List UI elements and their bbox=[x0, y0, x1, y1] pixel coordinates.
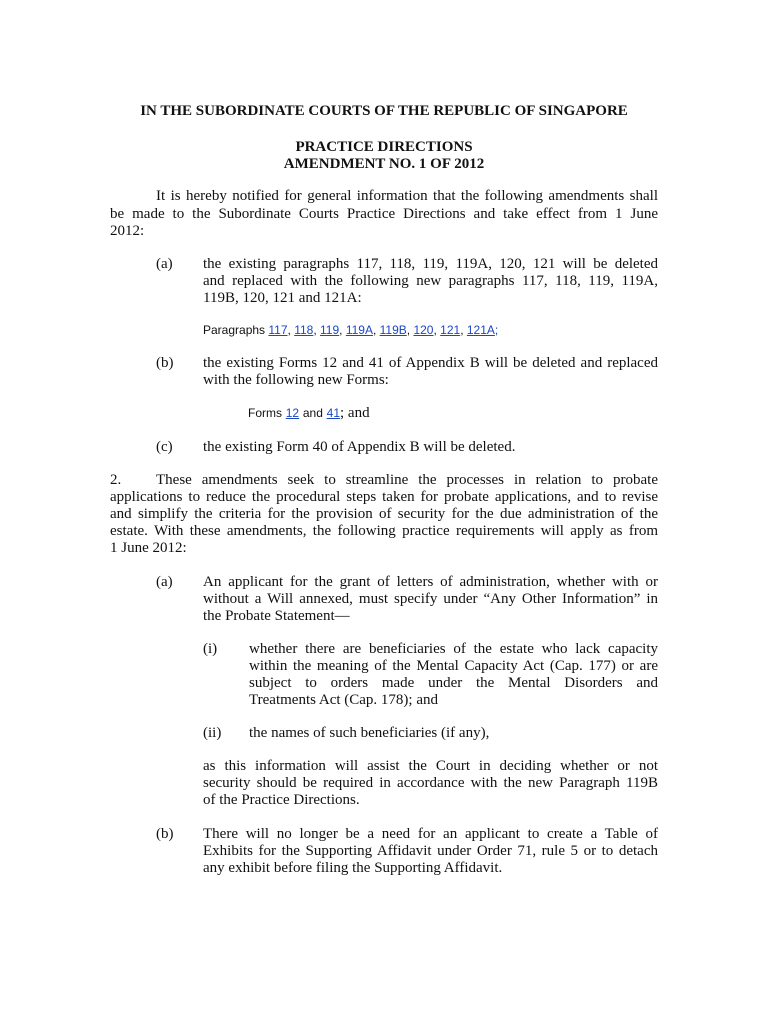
forms-links-row bbox=[248, 404, 370, 423]
req-a-label: (a) bbox=[156, 574, 173, 590]
para2-number: 2. bbox=[110, 472, 122, 488]
para2-line: These amendments seek to streamline the processes in relation to probate bbox=[156, 472, 658, 488]
item-b-line: the existing Forms 12 and 41 of Appendix B will be deleted and replaced bbox=[203, 355, 658, 371]
req-b-line: any exhibit before filing the Supporting Affidavit. bbox=[203, 860, 503, 876]
item-b-line: with the following new Forms: bbox=[203, 372, 389, 388]
req-a-line: the Probate Statement— bbox=[203, 608, 350, 624]
forms-and: and bbox=[302, 406, 323, 420]
item-a-line: the existing paragraphs 117, 118, 119, 119A, 120, 121 will be deleted bbox=[203, 256, 658, 272]
forms-label: Forms bbox=[248, 406, 282, 420]
item-a-label: (a) bbox=[156, 256, 173, 272]
para2-line: and simplify the criteria for the provision of security for the due administration of the bbox=[110, 506, 658, 522]
item-a-line: and replaced with the following new paragraphs 117, 118, 119, 119A, bbox=[203, 273, 658, 289]
paragraph-link-118[interactable]: 118 bbox=[294, 323, 314, 337]
document-title: PRACTICE DIRECTIONS bbox=[295, 139, 473, 155]
para2-line: estate. With these amendments, the following practice requirements will apply as from bbox=[110, 523, 658, 539]
req-b-line: Exhibits for the Supporting Affidavit under Order 71, rule 5 or to detach bbox=[203, 843, 658, 859]
req-a-closing-line: of the Practice Directions. bbox=[203, 792, 360, 808]
req-a-closing-line: security should be required in accordance with the new Paragraph 119B bbox=[203, 775, 658, 791]
sub-i-line: whether there are beneficiaries of the estate who lack capacity bbox=[249, 641, 658, 657]
court-heading: IN THE SUBORDINATE COURTS OF THE REPUBLIC OF SINGAPORE bbox=[140, 103, 628, 119]
paragraphs-label: Paragraphs bbox=[203, 323, 266, 337]
form-link-12[interactable]: 12 bbox=[285, 406, 300, 420]
sub-ii-label: (ii) bbox=[203, 725, 222, 741]
item-b-label: (b) bbox=[156, 355, 174, 371]
intro-line: be made to the Subordinate Courts Practice Directions and take effect from 1 June bbox=[110, 206, 658, 222]
intro-line: It is hereby notified for general information that the following amendments shall bbox=[156, 188, 658, 204]
amendment-number: AMENDMENT NO. 1 OF 2012 bbox=[283, 156, 485, 172]
paragraph-link-119b[interactable]: 119B bbox=[379, 323, 407, 337]
paragraph-link-120[interactable]: 120 bbox=[413, 323, 434, 337]
sub-i-line: subject to orders made under the Mental Disorders and bbox=[249, 675, 658, 691]
sub-i-line: within the meaning of the Mental Capacity Act (Cap. 177) or are bbox=[249, 658, 658, 674]
forms-tail: ; and bbox=[340, 405, 370, 421]
req-b-line: There will no longer be a need for an applicant to create a Table of bbox=[203, 826, 658, 842]
intro-line: 2012: bbox=[110, 223, 145, 239]
item-a-line: 119B, 120, 121 and 121A: bbox=[203, 290, 362, 306]
para2-line: applications to reduce the procedural steps taken for probate applications, and to revise bbox=[110, 489, 658, 505]
req-b-label: (b) bbox=[156, 826, 174, 842]
paragraphs-links-row: Paragraphs 117, 118, 119, 119A, 119B, 120, 121, 121A; bbox=[203, 323, 499, 337]
sub-i-label: (i) bbox=[203, 641, 218, 657]
paragraph-link-121a[interactable]: 121A bbox=[466, 323, 495, 337]
paragraph-link-119[interactable]: 119 bbox=[320, 323, 340, 337]
para2-line: 1 June 2012: bbox=[110, 540, 187, 556]
req-a-closing-line: as this information will assist the Court in deciding whether or not bbox=[203, 758, 658, 774]
item-c-text: the existing Form 40 of Appendix B will be deleted. bbox=[203, 439, 516, 455]
paragraph-link-117[interactable]: 117 bbox=[268, 323, 288, 337]
form-link-41[interactable]: 41 bbox=[326, 406, 340, 420]
paragraph-link-121[interactable]: 121 bbox=[440, 323, 461, 337]
item-c-label: (c) bbox=[156, 439, 173, 455]
req-a-line: without a Will annexed, must specify under “Any Other Information” in bbox=[203, 591, 658, 607]
req-a-line: An applicant for the grant of letters of administration, whether with or bbox=[203, 574, 658, 590]
sub-i-line: Treatments Act (Cap. 178); and bbox=[249, 692, 439, 708]
paragraph-link-119a[interactable]: 119A bbox=[345, 323, 373, 337]
sub-ii-text: the names of such beneficiaries (if any), bbox=[249, 725, 490, 741]
